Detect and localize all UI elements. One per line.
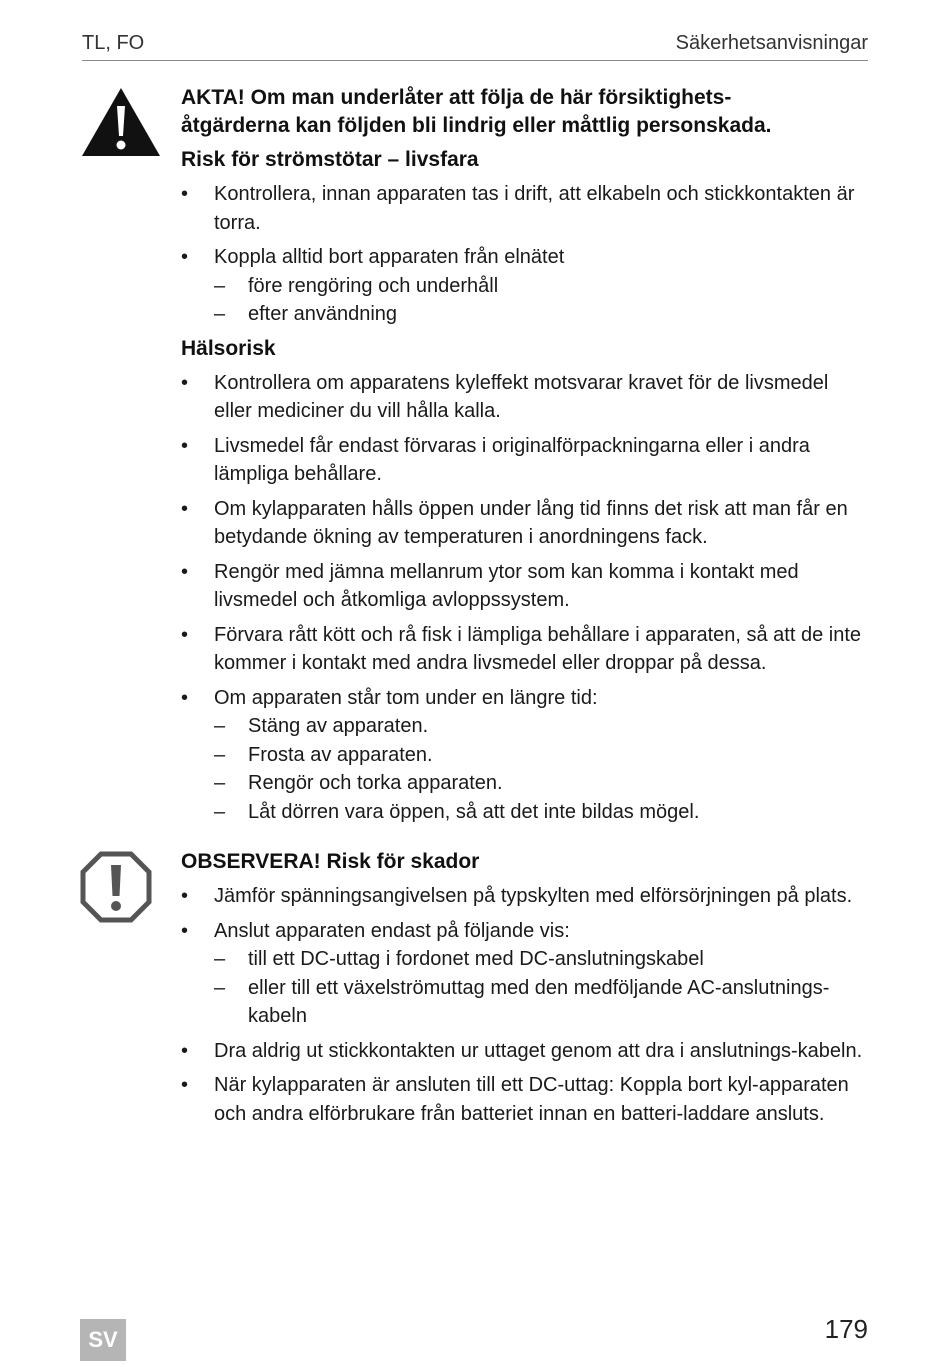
- sub-list-item: – eller till ett växelströmuttag med den medföljande AC-anslutnings-kabeln: [214, 976, 830, 1027]
- sub-list: [214, 272, 871, 329]
- language-tab: SV: [80, 1319, 126, 1361]
- header-section-title: Säkerhetsanvisningar: [675, 32, 868, 54]
- sub-list-item: – Stäng av apparaten.: [214, 715, 429, 737]
- list-item: • Dra aldrig ut stickkontakten ur uttaget genom att dra i anslutnings-kabeln.: [181, 1039, 863, 1062]
- list-item: • Kontrollera om apparatens kyleffekt motsvarar kravet för de livsmedel eller mediciner du vill hålla kalla.: [181, 371, 829, 422]
- notice-heading: OBSERVERA! Risk för skador: [181, 850, 480, 873]
- sub-list-item: – Frosta av apparaten.: [214, 743, 433, 766]
- notice-section: [181, 848, 871, 1134]
- caution-heading: AKTA! Om man underlåter att följa de här försiktighets- åtgärderna kan följden bli lindrig eller måttlig personskada.: [181, 86, 772, 137]
- page-header: [82, 30, 868, 61]
- sub-list-item: – till ett DC-uttag i fordonet med DC-anslutningskabel: [214, 948, 704, 970]
- electric-shock-subheading: Risk för strömstötar – livsfara: [181, 148, 479, 171]
- sub-list-item: – före rengöring och underhåll: [214, 274, 499, 297]
- page-number: 179: [824, 1314, 868, 1344]
- caution-section: [181, 84, 871, 832]
- health-risk-list: [181, 369, 871, 827]
- sub-list-item: – efter användning: [214, 303, 398, 325]
- list-item: • Kontrollera, innan apparaten tas i drift, att elkabeln och stickkontakten är torra.: [181, 183, 855, 234]
- notice-octagon-icon: [80, 851, 152, 923]
- list-item: • Livsmedel får endast förvaras i originalförpackningarna eller i andra lämpliga behållare.: [181, 434, 810, 485]
- sub-list-item: – Låt dörren vara öppen, så att det inte bildas mögel.: [214, 800, 700, 823]
- list-item: • Jämför spänningsangivelsen på typskylten med elförsörjningen på plats.: [181, 885, 853, 907]
- header-model: TL, FO: [82, 32, 145, 54]
- sub-list: [214, 712, 871, 826]
- notice-list: [181, 882, 871, 1128]
- list-item: • Förvara rått kött och rå fisk i lämpliga behållare i apparaten, så att de inte kommer i kontakt med andra livsmedel eller droppar på dessa.: [181, 623, 862, 674]
- list-item: • Rengör med jämna mellanrum ytor som kan komma i kontakt med livsmedel och åtkomliga avloppssystem.: [181, 560, 799, 611]
- list-item: • När kylapparaten är ansluten till ett DC-uttag: Koppla bort kyl-apparaten och andra elförbrukare från batteriet innan en batteri-laddare ansluts.: [181, 1074, 849, 1125]
- health-risk-subheading: Hälsorisk: [181, 336, 276, 360]
- list-item: • Anslut apparaten endast på följande vis: – till ett DC-uttag i fordonet med DC-anslutningskabel – eller till ett växelströmuttag med den medföljande AC-anslutnings-kabeln: [181, 917, 871, 1031]
- sub-list: [214, 945, 871, 1031]
- list-item: • Koppla alltid bort apparaten från elnätet – före rengöring och underhåll – efter användning: [181, 243, 871, 329]
- sub-list-item: – Rengör och torka apparaten.: [214, 772, 503, 794]
- list-item: • Om kylapparaten hålls öppen under lång tid finns det risk att man får en betydande ökning av temperaturen i anordningens fack.: [181, 497, 848, 548]
- list-item: • Om apparaten står tom under en längre tid: – Stäng av apparaten. – Frosta av apparaten. – Rengör och torka apparaten. – Låt dörren vara öppen, så att det inte bildas mögel.: [181, 684, 871, 827]
- electric-shock-list: [181, 180, 871, 329]
- warning-triangle-icon: [80, 86, 162, 158]
